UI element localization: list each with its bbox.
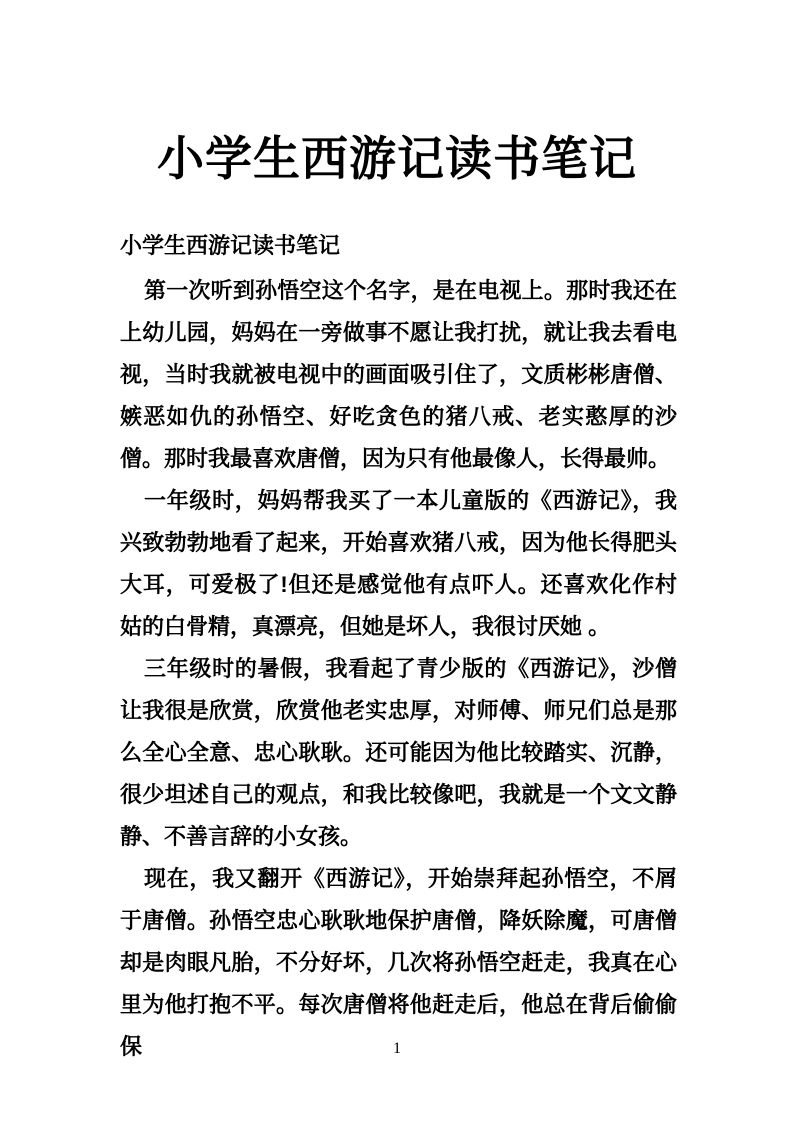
document-paragraph: 一年级时，妈妈帮我买了一本儿童版的《西游记》，我兴致勃勃地看了起来，开始喜欢猪八戒，因为他长得肥头大耳，可爱极了!但还是感觉他有点吓人。还喜欢化作村姑的白骨精，真漂亮，但她是坏人，我很讨厌她 。: [120, 488, 677, 639]
document-paragraph: 第一次听到孙悟空这个名字，是在电视上。那时我还在上幼儿园，妈妈在一旁做事不愿让我打扰，就让我去看电视，当时我就被电视中的画面吸引住了，文质彬彬唐僧、嫉恶如仇的孙悟空、好吃贪色的猪八戒、老实憨厚的沙僧。那时我最喜欢唐僧，因为只有他最像人，长得最帅。: [120, 278, 677, 471]
document-body: [120, 222, 677, 1068]
document-heading: 小学生西游记读书笔记: [120, 233, 341, 258]
document-paragraph: 三年级时的暑假，我看起了青少版的《西游记》，沙僧让我很是欣赏，欣赏他老实忠厚，对师傅、师兄们总是那么全心全意、忠心耿耿。还可能因为他比较踏实、沉静，很少坦述自己的观点，和我比较像吧，我就是一个文文静静、不善言辞的小女孩。: [120, 656, 677, 849]
document-title: 小学生西游记读书笔记: [157, 134, 637, 186]
document-paragraph: 现在，我又翻开《西游记》，开始崇拜起孙悟空，不屑于唐僧。孙悟空忠心耿耿地保护唐僧，降妖除魔，可唐僧却是肉眼凡胎，不分好坏，几次将孙悟空赶走，我真在心里为他打抱不平。每次唐僧将他赶走后，他总在背后偷偷保: [120, 866, 677, 1059]
page-number: 1: [393, 1040, 401, 1057]
